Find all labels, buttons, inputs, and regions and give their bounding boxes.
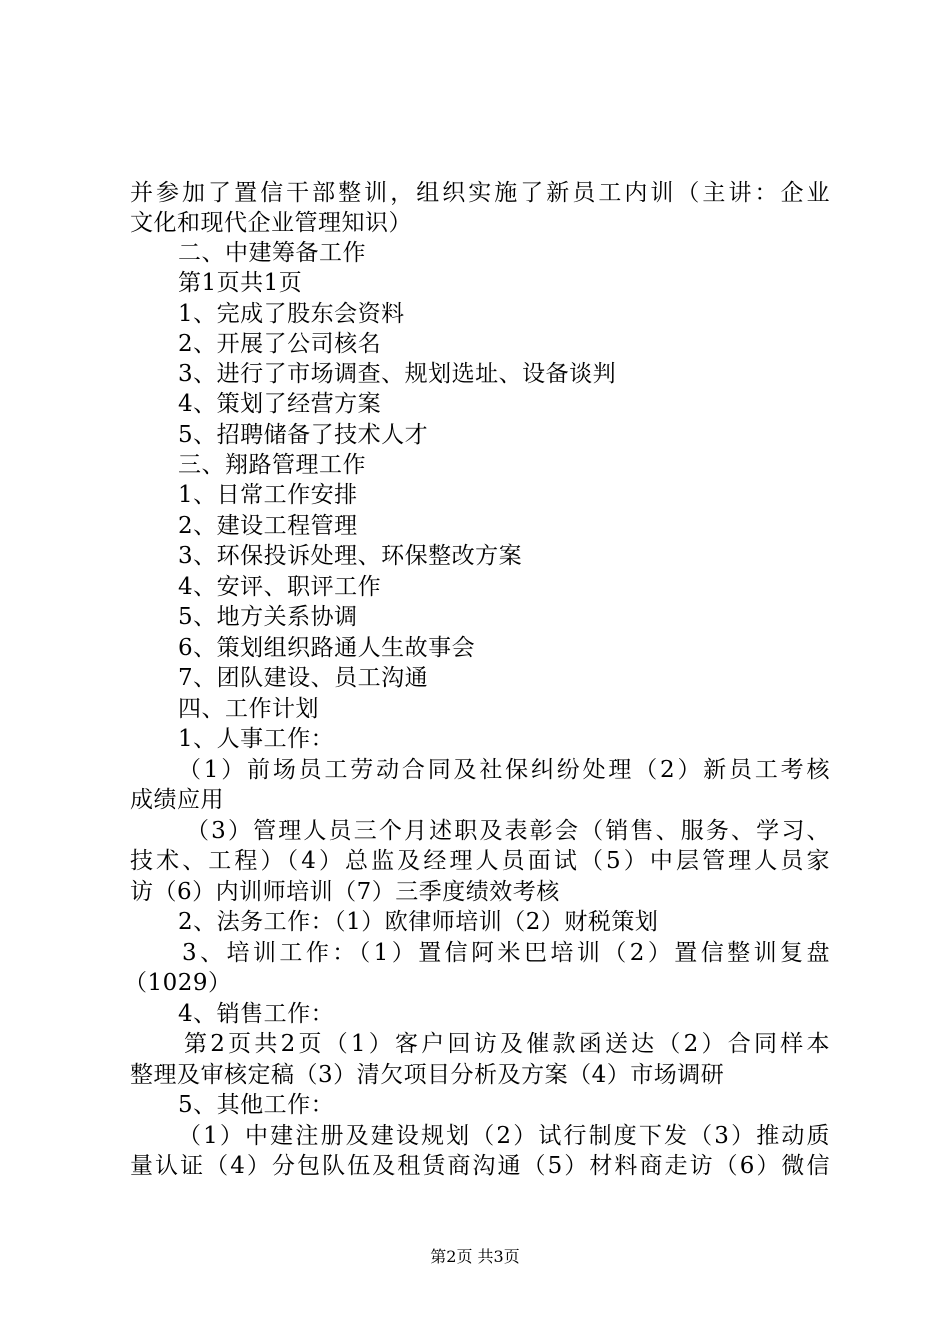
text-line: （1029） [124,970,232,996]
list-item: 1、人事工作： [178,726,335,752]
list-item: 3、进行了市场调查、规划选址、设备谈判 [178,361,617,387]
list-item: 1、日常工作安排 [178,482,358,508]
text-line: 技术、工程）（4）总监及经理人员面试（5）中层管理人员家 [130,848,830,874]
list-item: 7、团队建设、员工沟通 [178,665,429,691]
list-item: 5、招聘储备了技术人才 [178,422,429,448]
page-footer: 第2页 共3页 [430,1247,520,1266]
section-heading: 三、翔路管理工作 [178,452,366,478]
text-line: 3、培训工作：（1）置信阿米巴培训（2）置信整训复盘 [182,940,830,966]
list-item: 5、其他工作： [178,1092,335,1118]
list-item: 4、销售工作： [178,1001,335,1027]
text-line: 第2页共2页（1）客户回访及催款函送达（2）合同样本 [184,1031,830,1057]
text-line: （3）管理人员三个月述职及表彰会（销售、服务、学习、 [186,818,830,844]
text-line: 整理及审核定稿（3）清欠项目分析及方案（4）市场调研 [130,1062,725,1088]
list-item: 4、策划了经营方案 [178,391,382,417]
list-item: 2、法务工作：（1）欧律师培训（2）财税策划 [178,909,659,935]
list-item: 1、完成了股东会资料 [178,301,405,327]
text-line: 成绩应用 [130,787,224,813]
text-line: 并参加了置信干部整训，组织实施了新员工内训（主讲：企业 [130,180,830,206]
page-marker: 第1页共1页 [178,270,303,296]
list-item: 3、环保投诉处理、环保整改方案 [178,543,523,569]
text-line: 文化和现代企业管理知识） [130,210,412,236]
section-heading: 四、工作计划 [178,696,319,722]
text-line: （1）中建注册及建设规划（2）试行制度下发（3）推动质 [178,1123,830,1149]
section-heading: 二、中建筹备工作 [178,240,366,266]
list-item: 6、策划组织路通人生故事会 [178,635,476,661]
list-item: 5、地方关系协调 [178,604,358,630]
text-line: （1）前场员工劳动合同及社保纠纷处理（2）新员工考核 [178,757,830,783]
list-item: 2、建设工程管理 [178,513,358,539]
text-line: 访（6）内训师培训（7）三季度绩效考核 [130,879,560,905]
list-item: 2、开展了公司核名 [178,331,382,357]
text-line: 量认证（4）分包队伍及租赁商沟通（5）材料商走访（6）微信 [130,1153,830,1179]
list-item: 4、安评、职评工作 [178,574,382,600]
